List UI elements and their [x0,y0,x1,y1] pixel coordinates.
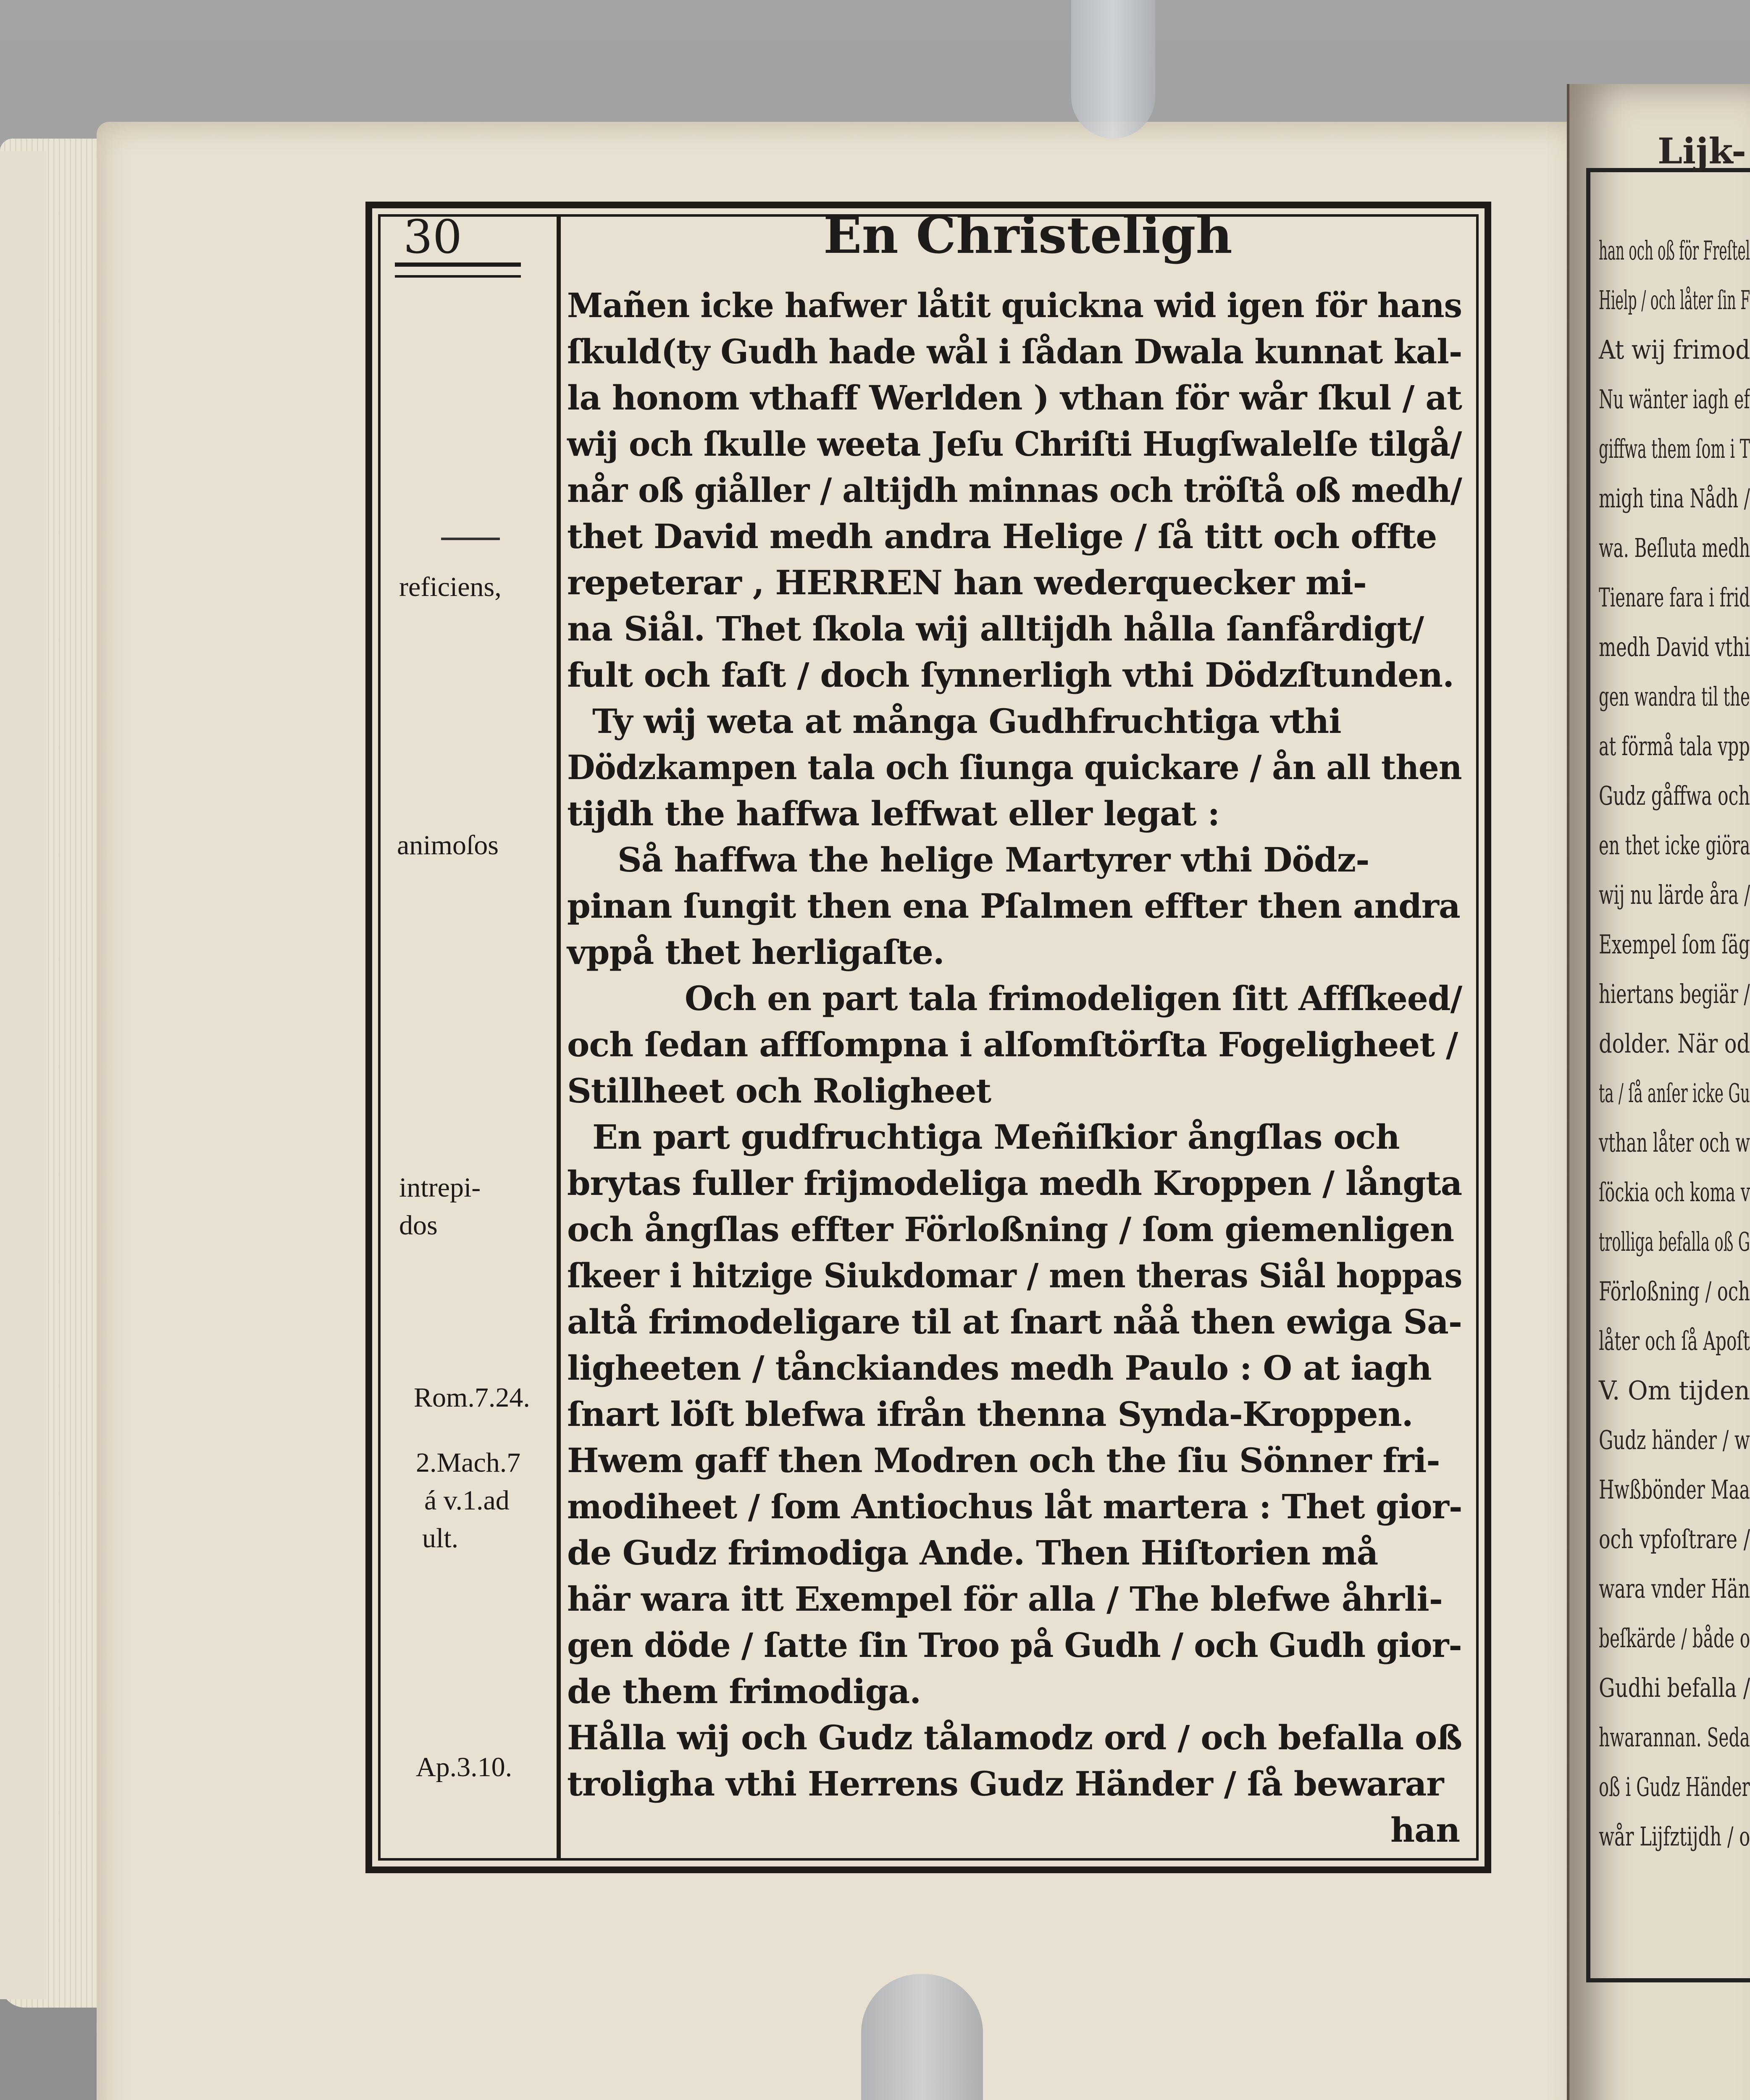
next-page-line: V. Om tijden [1599,1375,1750,1406]
next-page-line: gen wandra til the [1599,681,1750,712]
next-page-line: at förmå tala vpp [1599,731,1750,761]
text-line: de Gudz frimodiga Ande. Then Hiſtorien må [567,1533,1378,1572]
next-page-line: och vpfoſtrare / [1599,1524,1750,1554]
text-line: tijdh the haffwa leffwat eller legat : [567,794,1220,833]
text-line: Stillheet och Roligheet [567,1071,991,1110]
text-line: de them frimodiga. [567,1672,921,1711]
margin-note: á v.1.ad [424,1485,510,1516]
margin-column-rule [557,214,561,1861]
margin-note: reficiens, [399,572,502,602]
margin-note: ult. [422,1523,459,1554]
next-page-title: Lijk- [1658,130,1747,172]
text-line: han [1390,1810,1460,1850]
margin-note: intrepi- [399,1172,481,1203]
text-line: Ty wij weta at många Gudhfruchtiga vthi [592,701,1341,741]
next-page-line: vthan låter och w [1599,1127,1750,1158]
glass-clip-bottom [861,1974,983,2100]
text-line: ligheeten / tånckiandes medh Paulo : O at iagh [567,1348,1432,1388]
next-page-line: wara vnder Hän [1599,1573,1750,1604]
next-page-line: hiertans begiär / [1599,979,1750,1009]
next-page-line: låter och ſå Apoſt [1599,1326,1750,1356]
next-page-line: Gudz händer / w [1599,1425,1750,1455]
text-line: fult och faſt / doch ſynnerligh vthi Dödzſtunden. [567,655,1454,695]
next-page-line: medh David vthi [1599,632,1750,662]
text-line: wij och ſkulle weeta Jeſu Chriſti Hugſwalelſe tilgå/ [567,424,1462,464]
text-line: Mañen icke hafwer låtit quickna wid igen för hans [567,286,1462,325]
margin-note: animoſos [397,830,499,861]
text-line: Så haffwa the helige Martyrer vthi Dödz- [617,840,1369,879]
margin-note: Rom.7.24. [414,1382,530,1413]
text-line: Hwem gaff then Modren och the ſiu Sönner fri- [567,1441,1440,1480]
next-page-line: ta / ſå anſer icke Gu [1599,1078,1750,1108]
margin-note: 2.Mach.7 [416,1447,521,1478]
next-page-line: Gudz gåffwa och [1599,780,1750,811]
next-page-line: Gudhi befalla / [1599,1672,1750,1703]
text-line: här wara itt Exempel för alla / The blefwe åhrli- [567,1579,1443,1619]
text-line: ſkeer i hitzige Siukdomar / men theras Siål hoppas [567,1256,1462,1295]
next-page-line: trolliga befalla oß G [1599,1226,1750,1257]
next-page-line: migh tina Nådh / [1599,483,1750,514]
text-line: Hålla wij och Gudz tålamodz ord / och befalla oß [567,1718,1462,1757]
next-page-line: Hwßbönder Maa [1599,1474,1750,1505]
margin-dash [441,538,500,540]
next-page-line: Exempel ſom ſäg [1599,929,1750,960]
text-line: vppå thet herligaſte. [567,932,944,972]
text-line: En part gudfruchtiga Meñiſkior ångſlas och [592,1117,1400,1157]
next-page-line: Hielp / och låter ſin F [1599,285,1750,315]
text-line: troligha vthi Herrens Gudz Händer / ſå bewarar [567,1764,1444,1803]
next-page-line: wa. Beſluta medh [1599,533,1750,563]
next-page-line: Nu wänter iagh ef [1599,384,1750,415]
next-page-line: oß i Gudz Händer [1599,1772,1750,1802]
text-line: gen döde / ſatte ſin Troo på Gudh / och Gudh gior- [567,1625,1462,1665]
text-line: na Siål. Thet ſkola wij alltijdh hålla ſanfårdigt/ [567,609,1424,648]
text-line: ſnart löſt blefwa ifrån thenna Synda-Kroppen. [567,1394,1413,1434]
text-line: la honom vthaff Werlden ) vthan för wår ſkul / at [567,378,1462,417]
next-page-line: giffwa them ſom i T [1599,433,1750,464]
text-line: och ångſlas effter Förloßning / ſom giemenligen [567,1210,1454,1249]
next-page-line: en thet icke giöra [1599,830,1750,861]
next-page-line: han och oß för Freſtel [1599,235,1750,266]
text-line: altå frimodeligare til at ſnart nåå then ewiga Sa- [567,1302,1462,1341]
book-cover-edge [0,151,46,1999]
text-line: når oß giåller / altijdh minnas och tröſtå oß medh/ [567,470,1462,510]
next-page-line: Tienare fara i frid [1599,582,1750,613]
text-line: ſkuld(ty Gudh hade wål i ſådan Dwala kunnat kal- [567,332,1462,371]
text-line: modiheet / ſom Antiochus låt martera : Thet gior- [567,1487,1462,1526]
text-line: Dödzkampen tala och ſiunga quickare / ån all then [567,748,1462,787]
text-line: pinan ſungit then ena Pſalmen effter then andra [567,886,1460,926]
text-line: Och en part tala frimodeligen ſitt Affſkeed/ [685,979,1462,1018]
next-page-line: At wij frimod [1599,334,1750,365]
page-number: 30 [403,210,462,264]
text-line: thet David medh andra Helige / ſå titt och offte [567,517,1437,556]
next-page-line: dolder. När od [1599,1028,1750,1059]
margin-note: Ap.3.10. [416,1752,512,1782]
next-page-line: beſkärde / både o [1599,1623,1750,1654]
text-line: och ſedan affſompna i alſomſtörſta Fogeligheet / [567,1025,1458,1064]
next-page [1567,84,1750,2100]
next-page-line: wij nu lärde åra / [1599,879,1750,910]
next-page-line: Förloßning / och [1599,1276,1750,1307]
running-title: En Christeligh [823,206,1232,265]
next-page-line: wår Lijfztijdh / o [1599,1821,1750,1852]
next-page-line: hwarannan. Seda [1599,1722,1750,1753]
margin-note: dos [399,1210,438,1241]
text-line: repeterar , HERREN han wederquecker mi- [567,563,1366,602]
header-rule-lower [395,275,521,278]
next-page-line: ſöckia och koma v [1599,1177,1750,1208]
text-line: brytas fuller frijmodeliga medh Kroppen / långta [567,1163,1462,1203]
glass-clip-top [1071,0,1155,139]
